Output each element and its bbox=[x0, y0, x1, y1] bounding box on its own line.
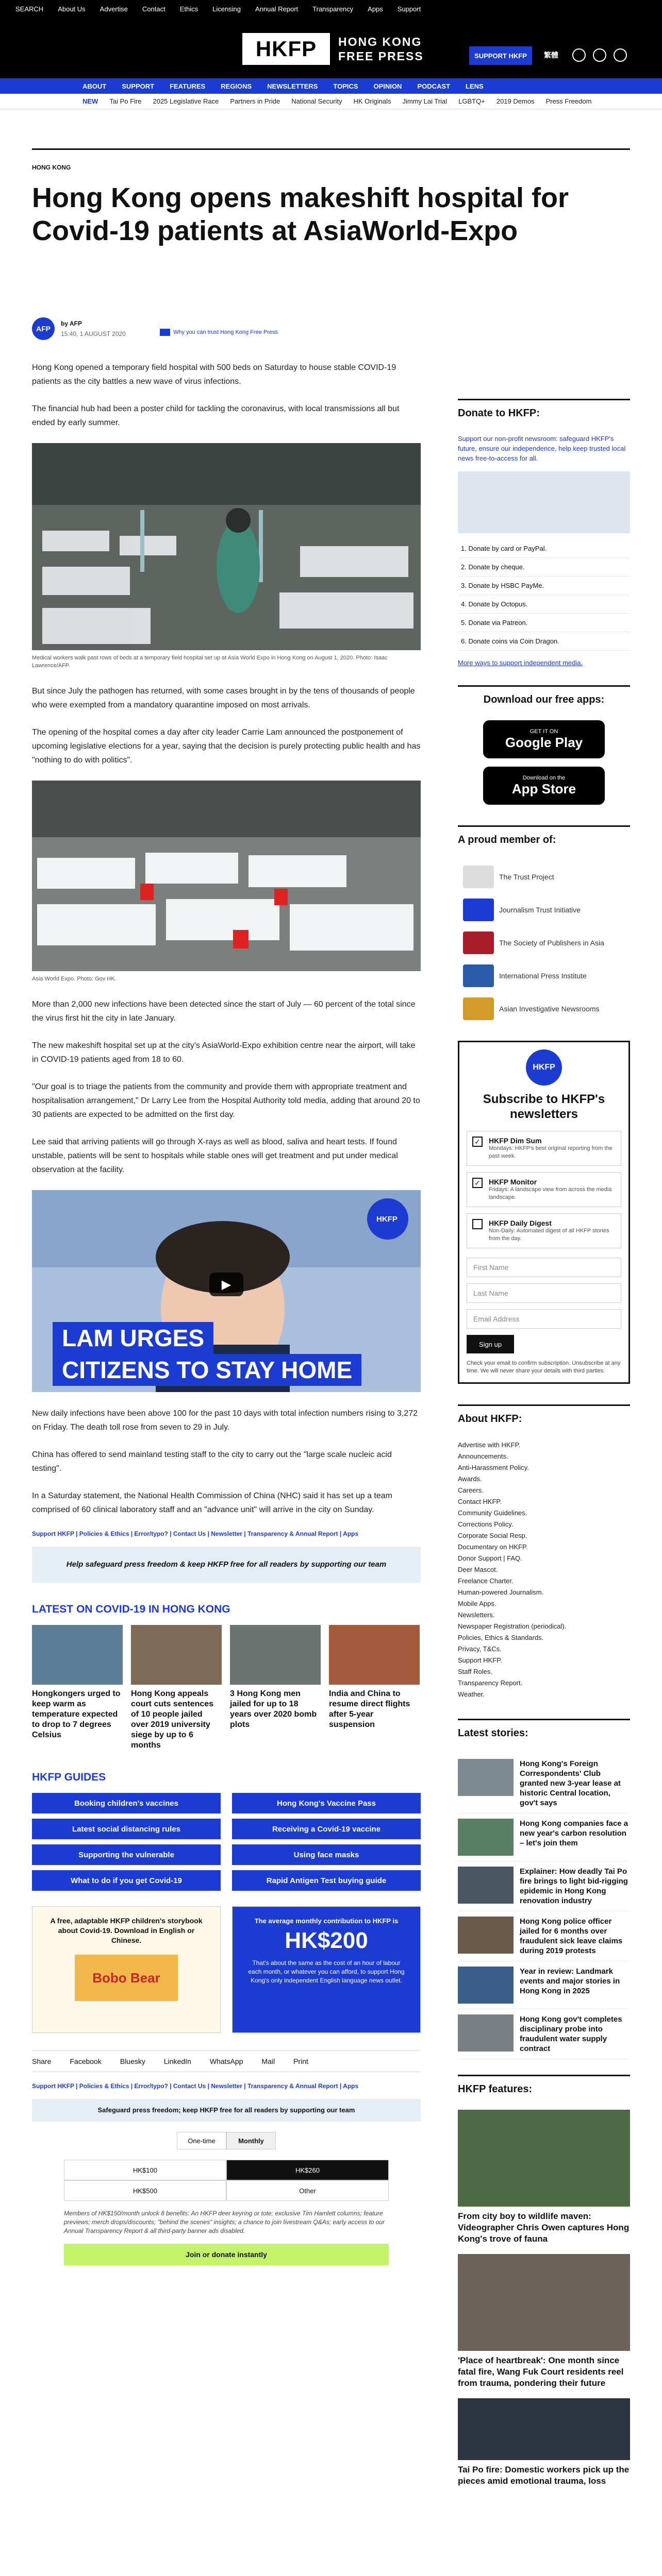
hot-topics-bar bbox=[0, 94, 662, 109]
about-link[interactable]: Awards. bbox=[458, 1475, 482, 1483]
main-nav bbox=[0, 78, 662, 94]
share-bar bbox=[32, 2050, 421, 2072]
story-thumb bbox=[458, 1867, 514, 1904]
storybook-text: A free, adaptable HKFP children's storybook about Covid-19. Download in English or Chinese. bbox=[50, 1917, 203, 1944]
video-logo: HKFP bbox=[376, 1215, 398, 1224]
article-headline: Hong Kong opens makeshift hospital for Covid-19 patients at AsiaWorld-Expo bbox=[32, 182, 569, 246]
latest-title: India and China to resume direct flights after 5-year suspension bbox=[329, 1689, 410, 1729]
topbar-apps[interactable]: Apps bbox=[368, 5, 383, 13]
paragraph: The financial hub had been a poster child for tackling the coronavirus, with local transmissions all but ended by early summer. bbox=[32, 404, 400, 427]
amount-option-other[interactable]: Other bbox=[226, 2180, 389, 2201]
donate-promo-image bbox=[458, 471, 630, 533]
story-thumb bbox=[458, 2014, 514, 2052]
paragraph: "Our goal is to triage the patients from the community and provide them with appropriate treatment and hospitalisation arrangement," Dr Larry Lee from the Hospital Authority told media, adding that around 20 to 30 patients are expected to be admitted on the first day. bbox=[32, 1082, 420, 1119]
about-link[interactable]: Privacy, T&Cs. bbox=[458, 1645, 502, 1653]
paragraph: Hong Kong opened a temporary field hospital with 500 beds on Saturday to house stable COVID-19 patients as the city battles a new wave of virus infections. bbox=[32, 363, 396, 386]
guide-button[interactable]: Using face masks bbox=[232, 1844, 421, 1865]
trust-badge-icon bbox=[160, 329, 170, 336]
article-body bbox=[32, 361, 421, 2265]
guide-button[interactable]: Hong Kong's Vaccine Pass bbox=[232, 1793, 421, 1814]
about-link[interactable]: Contact HKFP. bbox=[458, 1498, 502, 1505]
topbar-advertise[interactable]: Advertise bbox=[100, 5, 128, 13]
topbar-contact[interactable]: Contact bbox=[142, 5, 166, 13]
hot-topic[interactable]: 2019 Demos bbox=[496, 97, 535, 105]
paragraph: Lee said that arriving patients will go through X-rays as well as blood, saliva and heart tests. If found unstable, patients will be sent to hospitals while stable ones will get treatment and put under medical observation at the facility. bbox=[32, 1138, 398, 1174]
play-button[interactable]: ▶ bbox=[209, 1273, 243, 1296]
paragraph: In a Saturday statement, the National Health Commission of China (NHC) said it has set up a team comprised of 60 clinical laboratory staff and an "advance unit" will arrive in the city on Sunday. bbox=[32, 1492, 392, 1514]
story-item[interactable] bbox=[458, 1861, 630, 1911]
member-mark bbox=[463, 964, 494, 987]
hot-topic[interactable]: LGBTQ+ bbox=[458, 97, 485, 105]
story-item[interactable] bbox=[458, 1911, 630, 1961]
newsletter-note: Check your email to confirm subscription. Unsubscribe at any time. We will never share your details with third parties. bbox=[467, 1360, 621, 1374]
donate-widget bbox=[32, 2132, 421, 2265]
tab-monthly[interactable]: Monthly bbox=[226, 2132, 276, 2149]
safeguard-banner[interactable]: Safeguard press freedom; keep HKFP free for all readers by supporting our team bbox=[32, 2099, 421, 2122]
guide-button[interactable]: What to do if you get Covid-19 bbox=[32, 1870, 221, 1891]
newsletter-checkbox[interactable]: ✓ bbox=[472, 1178, 483, 1188]
newsletter-checkbox[interactable]: ✓ bbox=[472, 1137, 483, 1147]
latest-list bbox=[32, 1625, 421, 1751]
as-small: Download on the bbox=[522, 774, 566, 781]
feature-thumb bbox=[458, 2398, 630, 2460]
member-logo[interactable] bbox=[458, 992, 630, 1025]
user-icon[interactable] bbox=[572, 48, 586, 62]
topbar-support[interactable]: Support bbox=[397, 5, 421, 13]
hot-topic[interactable]: HK Originals bbox=[353, 97, 391, 105]
contribution-promo[interactable] bbox=[232, 1906, 421, 2033]
newsletter-desc: Non-Daily: Automated digest of all HKFP stories from the day. bbox=[489, 1228, 609, 1242]
google-play-badge[interactable] bbox=[483, 720, 605, 758]
about-link[interactable]: Support HKFP. bbox=[458, 1656, 502, 1664]
about-title: About HKFP: bbox=[458, 1404, 630, 1432]
member-mark bbox=[463, 899, 494, 921]
latest-thumb bbox=[329, 1625, 420, 1685]
hot-topic[interactable]: 2025 Legislative Race bbox=[153, 97, 219, 105]
about-link[interactable]: Corrections Policy. bbox=[458, 1520, 514, 1528]
donate-option[interactable]: 4. Donate by Octopus. bbox=[458, 595, 630, 614]
story-title: Hong Kong's Foreign Correspondents' Club granted new 3-year lease at historic Central location, gov't says bbox=[520, 1759, 621, 1807]
newsletter-info bbox=[489, 1137, 616, 1160]
about-link[interactable]: Donor Support | FAQ. bbox=[458, 1554, 522, 1562]
story-title: Hong Kong gov't completes disciplinary probe into fraudulent water supply contract bbox=[520, 2015, 622, 2053]
member-name: The Society of Publishers in Asia bbox=[499, 939, 604, 947]
search-icon[interactable] bbox=[593, 48, 606, 62]
contribution-amount: HK$200 bbox=[285, 1928, 368, 1953]
gp-big: Google Play bbox=[505, 734, 583, 750]
about-list bbox=[458, 1439, 630, 1700]
about-link[interactable]: Newsletters. bbox=[458, 1611, 495, 1619]
share-mail[interactable]: Mail bbox=[261, 2057, 275, 2065]
as-big: App Store bbox=[511, 781, 576, 796]
feature-thumb bbox=[458, 2254, 630, 2351]
about-link[interactable]: Policies, Ethics & Standards. bbox=[458, 1634, 544, 1641]
nav-opinion[interactable]: OPINION bbox=[373, 82, 402, 90]
about-link[interactable]: Transparency Report. bbox=[458, 1679, 523, 1687]
nav-about[interactable]: ABOUT bbox=[82, 82, 107, 90]
donate-option[interactable]: 2. Donate by cheque. bbox=[458, 558, 630, 577]
member-logo[interactable] bbox=[458, 893, 630, 926]
member-mark bbox=[463, 997, 494, 1020]
member-logo[interactable] bbox=[458, 926, 630, 959]
share-facebook[interactable]: Facebook bbox=[70, 2057, 102, 2065]
newsletter-info bbox=[489, 1219, 616, 1243]
latest-stories bbox=[458, 1754, 630, 2059]
guide-button[interactable]: Receiving a Covid-19 vaccine bbox=[232, 1819, 421, 1839]
contribution-head: The average monthly contribution to HKFP is bbox=[254, 1917, 399, 1925]
support-links[interactable]: Support HKFP | Policies & Ethics | Error/typo? | Contact Us | Newsletter | Transparency & Annual Report | Apps bbox=[32, 2082, 359, 2090]
story-item[interactable] bbox=[458, 2009, 630, 2059]
feature-thumb bbox=[458, 2110, 630, 2207]
about-link[interactable]: Corporate Social Resp. bbox=[458, 1532, 527, 1539]
byline bbox=[32, 317, 126, 340]
top-utility-bar bbox=[0, 0, 662, 18]
paragraph: The opening of the hospital comes a day after city leader Carrie Lam announced the postponement of upcoming legislative elections for a year, saying that the decision is purely protecting public health and has "nothing to do with politics". bbox=[32, 728, 421, 765]
logo-line-1: HONG KONG bbox=[338, 35, 422, 48]
frequency-tabs bbox=[32, 2132, 421, 2149]
trust-link-text: Why you can trust Hong Kong Free Press bbox=[173, 329, 278, 335]
share-bluesky[interactable]: Bluesky bbox=[120, 2057, 145, 2065]
more-ways-link[interactable]: More ways to support independent media. bbox=[458, 659, 583, 667]
nav-topics[interactable]: TOPICS bbox=[333, 82, 358, 90]
category-label[interactable]: HONG KONG bbox=[32, 164, 71, 171]
video-title-line-2: CITIZENS TO STAY HOME bbox=[53, 1354, 361, 1386]
amount-option[interactable]: HK$500 bbox=[64, 2180, 226, 2201]
member-name: Journalism Trust Initiative bbox=[499, 906, 581, 914]
guides-section-title: HKFP GUIDES bbox=[32, 1771, 106, 1783]
nav-podcast[interactable]: PODCAST bbox=[417, 82, 451, 90]
nav-support[interactable]: SUPPORT bbox=[122, 82, 155, 90]
about-link[interactable]: Careers. bbox=[458, 1486, 484, 1494]
new-label: NEW bbox=[82, 97, 98, 105]
story-thumb bbox=[458, 1819, 514, 1856]
topbar-licensing[interactable]: Licensing bbox=[212, 5, 241, 13]
hot-topic[interactable]: Jimmy Lai Trial bbox=[402, 97, 448, 105]
member-title: A proud member of: bbox=[458, 825, 630, 853]
latest-title: Hongkongers urged to keep warm as temperature expected to drop to 7 degrees Celsius bbox=[32, 1689, 121, 1739]
donate-option[interactable]: 3. Donate by HSBC PayMe. bbox=[458, 577, 630, 595]
about-link[interactable]: Deer Mascot. bbox=[458, 1566, 498, 1573]
nav-regions[interactable]: REGIONS bbox=[221, 82, 252, 90]
about-link[interactable]: Anti-Harassment Policy. bbox=[458, 1464, 529, 1471]
guides-grid bbox=[32, 1793, 421, 1891]
expo-photo bbox=[32, 781, 421, 971]
features-title: HKFP features: bbox=[458, 2075, 630, 2103]
trust-link[interactable] bbox=[160, 329, 278, 336]
logo-mark: HKFP bbox=[242, 33, 330, 65]
paragraph: More than 2,000 new infections have been detected since the start of July — 60 percent of the total since the virus first hit the city in late January. bbox=[32, 1000, 416, 1023]
paragraph: China has offered to send mainland testing staff to the city to carry out the "large scale nucleic acid testing". bbox=[32, 1450, 392, 1473]
newsletter-name: HKFP Daily Digest bbox=[489, 1219, 552, 1227]
member-logo[interactable] bbox=[458, 959, 630, 992]
topbar-transparency[interactable]: Transparency bbox=[312, 5, 354, 13]
latest-item[interactable] bbox=[329, 1625, 420, 1751]
promo-row bbox=[32, 1906, 421, 2033]
hot-topic[interactable]: National Security bbox=[291, 97, 342, 105]
nav-lens[interactable]: LENS bbox=[466, 82, 484, 90]
about-link[interactable]: Documentary on HKFP. bbox=[458, 1543, 528, 1551]
topbar-about[interactable]: About Us bbox=[58, 5, 86, 13]
newsletter-checkbox[interactable] bbox=[472, 1219, 483, 1229]
newsletter-info bbox=[489, 1178, 616, 1201]
feature-title: Tai Po fire: Domestic workers pick up the pieces amid emotional trauma, loss bbox=[458, 2465, 630, 2486]
newsletter-name: HKFP Monitor bbox=[489, 1178, 537, 1186]
first-name-field[interactable]: First Name bbox=[467, 1258, 621, 1277]
guide-button[interactable]: Rapid Antigen Test buying guide bbox=[232, 1870, 421, 1891]
byline-text bbox=[61, 320, 126, 337]
hospital-photo bbox=[32, 443, 421, 650]
share-label: Share bbox=[32, 2057, 52, 2065]
about-link[interactable]: Announcements. bbox=[458, 1452, 508, 1460]
donate-title: Donate to HKFP: bbox=[458, 399, 630, 427]
safeguard-banner[interactable]: Help safeguard press freedom & keep HKFP free for all readers by supporting our team bbox=[32, 1547, 421, 1583]
gp-small: GET IT ON bbox=[529, 728, 558, 735]
feature-item[interactable] bbox=[458, 2110, 630, 2245]
video-player[interactable] bbox=[32, 1190, 421, 1392]
header-rule bbox=[32, 148, 630, 150]
sidebar bbox=[458, 399, 630, 2496]
search-link[interactable]: SEARCH bbox=[15, 5, 44, 13]
about-link[interactable]: Human-powered Journalism. bbox=[458, 1588, 544, 1596]
last-name-field[interactable]: Last Name bbox=[467, 1283, 621, 1303]
story-thumb bbox=[458, 1967, 514, 2004]
video-title-line-1: LAM URGES bbox=[53, 1322, 213, 1354]
feature-title: From city boy to wildlife maven: Videographer Chris Owen captures Hong Kong's trove of fauna bbox=[458, 2211, 630, 2244]
donate-option[interactable]: 1. Donate by card or PayPal. bbox=[458, 539, 630, 558]
latest-title: 3 Hong Kong men jailed for up to 18 years over 2020 bomb plots bbox=[230, 1689, 317, 1729]
member-mark bbox=[463, 931, 494, 954]
latest-item[interactable] bbox=[131, 1625, 222, 1751]
member-mark bbox=[463, 866, 494, 888]
newsletter-desc: Fridays: A landscape view from across the media landscape. bbox=[489, 1187, 612, 1200]
feature-item[interactable] bbox=[458, 2398, 630, 2487]
about-link[interactable]: Advertise with HKFP. bbox=[458, 1441, 521, 1449]
photo-caption: Medical workers walk past rows of beds at a temporary field hospital set up at Asia World Expo in Hong Kong on August 1, 2020. Photo: Isaac Lawrence/AFP. bbox=[32, 655, 388, 669]
latest-section-title[interactable]: LATEST ON COVID-19 IN HONG KONG bbox=[32, 1603, 230, 1615]
storybook-title: Bobo Bear bbox=[75, 1955, 178, 2001]
membership-note: Members of HK$150/month unlock 8 benefits: An HKFP deer keyring or tote; exclusive Tim Hamlett columns; feature previews; merch drops/discounts; "behind the scenes" insights; a chance to join livestream Q&As; early access to our Annual Transparency Report & all third-party banner ads disabled. bbox=[64, 2210, 385, 2234]
author-avatar[interactable]: AFP bbox=[32, 317, 55, 340]
member-name: International Press Institute bbox=[499, 972, 587, 980]
donate-option[interactable]: 5. Donate via Patreon. bbox=[458, 614, 630, 632]
story-thumb bbox=[458, 1917, 514, 1954]
contribution-text: That's about the same as the cost of an hour of labour each month, or whatever you can afford, to support Hong Kong's only independent English language news outlet. bbox=[248, 1959, 405, 1984]
publish-date: 15:40, 1 AUGUST 2020 bbox=[61, 330, 126, 337]
share-print[interactable]: Print bbox=[293, 2057, 308, 2065]
donate-intro[interactable]: Support our non-profit newsroom: safeguard HKFP's future, ensure our independence, help keep trusted local news free-to-access for all. bbox=[458, 435, 626, 462]
topbar-annual-report[interactable]: Annual Report bbox=[255, 5, 299, 13]
about-link[interactable]: Community Guidelines. bbox=[458, 1509, 527, 1517]
latest-thumb bbox=[32, 1625, 123, 1685]
story-title: Year in review: Landmark events and major stories in Hong Kong in 2025 bbox=[520, 1967, 620, 1995]
share-icon[interactable] bbox=[614, 48, 627, 62]
story-title: Hong Kong police officer jailed for 6 months over fraudulent sick leave claims during 2019 protests bbox=[520, 1917, 623, 1955]
share-whatsapp[interactable]: WhatsApp bbox=[209, 2057, 243, 2065]
latest-thumb bbox=[131, 1625, 222, 1685]
nav-newsletters[interactable]: NEWSLETTERS bbox=[267, 82, 318, 90]
topbar-ethics[interactable]: Ethics bbox=[179, 5, 198, 13]
newsletter-logo: HKFP bbox=[526, 1049, 562, 1086]
feature-title: 'Place of heartbreak': One month since fatal fire, Wang Fuk Court residents reel from trauma, pondering their future bbox=[458, 2355, 624, 2388]
masthead bbox=[0, 18, 662, 78]
newsletter-title: Subscribe to HKFP's newsletters bbox=[483, 1092, 605, 1121]
photo-caption: Asia World Expo. Photo: Gov HK. bbox=[32, 976, 117, 982]
site-logo[interactable] bbox=[242, 30, 424, 68]
logo-wordmark bbox=[338, 35, 424, 63]
newsletter-box bbox=[458, 1041, 630, 1384]
logo-line-2: FREE PRESS bbox=[338, 49, 424, 63]
newsletter-option[interactable] bbox=[467, 1172, 621, 1207]
paragraph: But since July the pathogen has returned, with some cases brought in by the tens of thousands of people who were exempted from a mandatory quarantine imposed on most arrivals. bbox=[32, 687, 415, 709]
apps-title: Download our free apps: bbox=[458, 685, 630, 713]
donate-option[interactable]: 6. Donate coins via Coin Dragon. bbox=[458, 632, 630, 651]
guide-button[interactable]: Supporting the vulnerable bbox=[32, 1844, 221, 1865]
paragraph: The new makeshift hospital set up at the city's AsiaWorld-Expo exhibition centre near the airport, will take in COVID-19 patients aged from 18 to 60. bbox=[32, 1041, 416, 1064]
story-item[interactable] bbox=[458, 1754, 630, 1814]
guide-button[interactable]: Booking children's vaccines bbox=[32, 1793, 221, 1814]
nav-features[interactable]: FEATURES bbox=[170, 82, 206, 90]
member-name: The Trust Project bbox=[499, 873, 554, 881]
latest-thumb bbox=[230, 1625, 321, 1685]
paragraph: New daily infections have been above 100 for the past 10 days with total infection numbers rising to 3,272 on Friday. The death toll rose from seven to 29 in July. bbox=[32, 1409, 418, 1432]
signup-button[interactable]: Sign up bbox=[467, 1335, 514, 1353]
join-button[interactable]: Join or donate instantly bbox=[64, 2244, 389, 2265]
hot-topic[interactable]: Partners in Pride bbox=[230, 97, 280, 105]
story-title: Explainer: How deadly Tai Po fire brings to light bid-rigging epidemic in Hong Kong renovation industry bbox=[520, 1867, 628, 1905]
about-link[interactable]: Freelance Charter. bbox=[458, 1577, 514, 1585]
latest-item[interactable] bbox=[32, 1625, 123, 1751]
about-link[interactable]: Newspaper Registration (periodical). bbox=[458, 1622, 567, 1630]
support-links[interactable]: Support HKFP | Policies & Ethics | Error/typo? | Contact Us | Newsletter | Transparency & Annual Report | Apps bbox=[32, 1530, 359, 1537]
feature-item[interactable] bbox=[458, 2254, 630, 2389]
language-switch[interactable]: 繁體 bbox=[544, 51, 558, 59]
newsletter-option[interactable] bbox=[467, 1213, 621, 1248]
tab-one-time[interactable]: One-time bbox=[177, 2132, 226, 2149]
member-name: Asian Investigative Newsrooms bbox=[499, 1005, 600, 1013]
author-name[interactable]: by AFP bbox=[61, 320, 82, 327]
about-link[interactable]: Mobile Apps. bbox=[458, 1600, 496, 1607]
storybook-promo[interactable] bbox=[32, 1906, 221, 2033]
member-logo[interactable] bbox=[458, 860, 630, 893]
hospital-photo-graphic bbox=[32, 443, 421, 650]
guide-button[interactable]: Latest social distancing rules bbox=[32, 1819, 221, 1839]
story-item[interactable] bbox=[458, 1961, 630, 2009]
amount-option-selected[interactable]: HK$260 bbox=[226, 2160, 389, 2180]
share-linkedin[interactable]: LinkedIn bbox=[163, 2057, 191, 2065]
latest-stories-title: Latest stories: bbox=[458, 1719, 630, 1747]
about-link[interactable]: Staff Roles. bbox=[458, 1668, 492, 1675]
story-item[interactable] bbox=[458, 1814, 630, 1861]
donate-list bbox=[458, 539, 630, 651]
expo-photo-graphic bbox=[32, 781, 421, 971]
email-field[interactable]: Email Address bbox=[467, 1309, 621, 1329]
app-store-badge[interactable] bbox=[483, 767, 605, 805]
latest-item[interactable] bbox=[230, 1625, 321, 1751]
latest-title: Hong Kong appeals court cuts sentences of 10 people jailed over 2019 university siege by up to 6 months bbox=[131, 1689, 214, 1750]
newsletter-option[interactable] bbox=[467, 1131, 621, 1166]
story-thumb bbox=[458, 1759, 514, 1796]
newsletter-desc: Mondays: HKFP's best original reporting from the past week. bbox=[489, 1145, 613, 1159]
support-hkfp-button[interactable]: SUPPORT HKFP bbox=[469, 46, 532, 65]
amount-grid bbox=[64, 2160, 389, 2201]
hot-topic[interactable]: Press Freedom bbox=[545, 97, 592, 105]
story-title: Hong Kong companies face a new year's carbon resolution – let's join them bbox=[520, 1819, 628, 1848]
newsletter-name: HKFP Dim Sum bbox=[489, 1137, 542, 1145]
hot-topic[interactable]: Tai Po Fire bbox=[109, 97, 142, 105]
about-link[interactable]: Weather. bbox=[458, 1690, 485, 1698]
amount-option[interactable]: HK$100 bbox=[64, 2160, 226, 2180]
